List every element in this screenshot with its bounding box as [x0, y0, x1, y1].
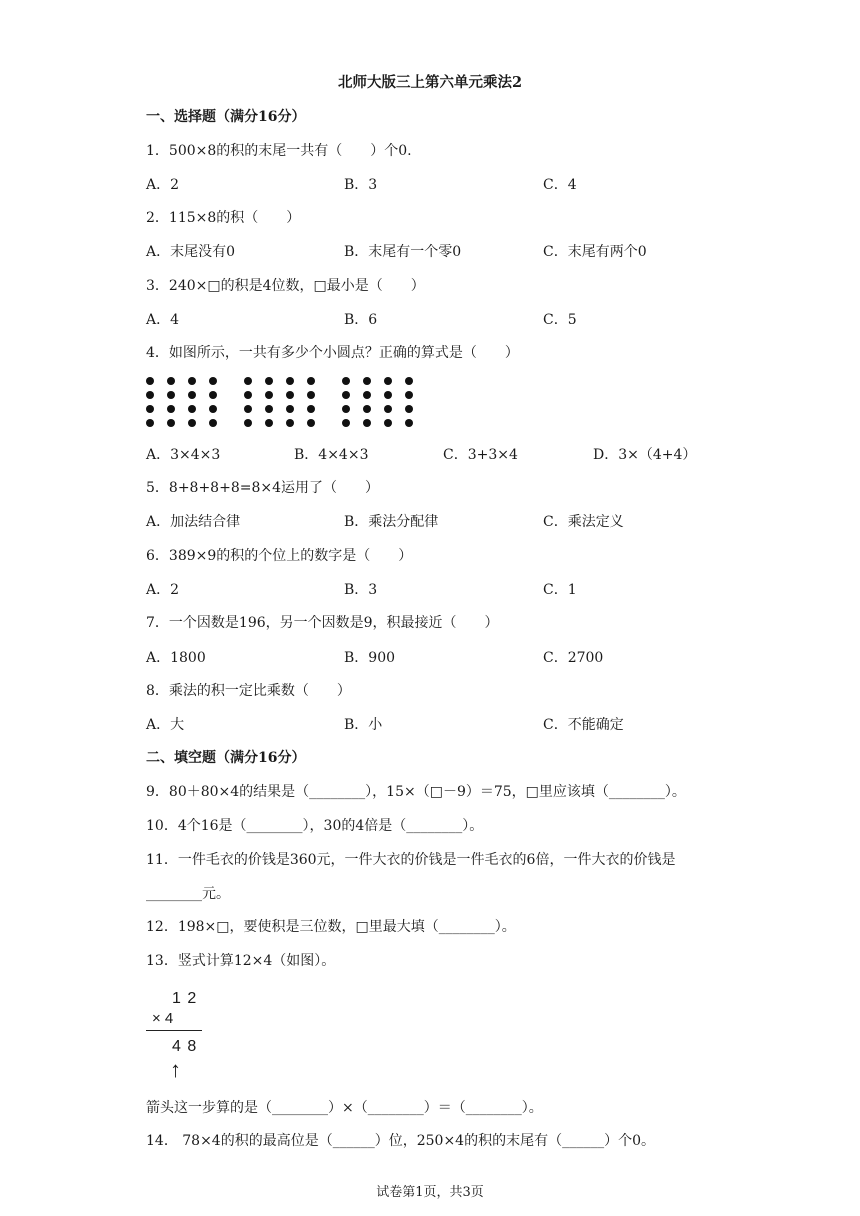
dot-figure [146, 377, 416, 429]
dot [167, 405, 175, 413]
dot [363, 391, 371, 399]
question-9: 9．80＋80×4的结果是（________），15×（□－9）＝75，□里应该填（________）。 [146, 784, 686, 800]
dot [342, 405, 350, 413]
dot [167, 377, 175, 385]
dot [244, 377, 252, 385]
dot [188, 405, 196, 413]
dot [167, 391, 175, 399]
dot [307, 391, 315, 399]
question-13: 13．竖式计算12×4（如图）。 [146, 953, 336, 969]
dot [265, 419, 273, 427]
dot [167, 419, 175, 427]
dot [265, 377, 273, 385]
question-5-option-c: C．乘法定义 [543, 514, 624, 530]
question-2-option-b: B．末尾有一个零0 [344, 244, 462, 260]
dot [146, 391, 154, 399]
dot [209, 377, 217, 385]
question-8-option-c: C．不能确定 [543, 717, 624, 733]
vertical-calculation-figure [146, 988, 206, 1084]
dot [244, 391, 252, 399]
question-3-stem: 3．240×□的积是4位数，□最小是（ ） [146, 278, 425, 294]
question-4-option-d: D．3×（4+4） [593, 447, 697, 463]
page-title: 北师大版三上第六单元乘法2 [337, 74, 523, 91]
question-1-option-c: C．4 [543, 177, 577, 193]
question-6-stem: 6．389×9的积的个位上的数字是（ ） [146, 548, 413, 564]
question-12: 12．198×□，要使积是三位数，□里最大填（________）。 [146, 919, 516, 935]
question-7-option-b: B．900 [344, 650, 396, 666]
question-6-option-c: C．1 [543, 582, 577, 598]
dot [405, 405, 413, 413]
question-8-stem: 8．乘法的积一定比乘数（ ） [146, 683, 351, 699]
question-4-option-b: B．4×4×3 [294, 447, 369, 463]
dot [363, 405, 371, 413]
question-7-option-a: A．1800 [146, 650, 206, 666]
calc-multiplier: × 4 [152, 1010, 174, 1027]
dot [244, 419, 252, 427]
dot [384, 377, 392, 385]
question-5-option-b: B．乘法分配律 [344, 514, 439, 530]
question-2-option-c: C．末尾有两个0 [543, 244, 647, 260]
question-11-line-1: 11．一件毛衣的价钱是360元，一件大衣的价钱是一件毛衣的6倍，一件大衣的价钱是 [146, 852, 676, 868]
dot [209, 405, 217, 413]
calc-multiplicand: 1 2 [172, 990, 198, 1007]
dot [188, 391, 196, 399]
dot [405, 377, 413, 385]
dot [286, 377, 294, 385]
dot [209, 419, 217, 427]
question-2-stem: 2．115×8的积（ ） [146, 210, 301, 226]
dot [342, 391, 350, 399]
question-11-line-2: ________元。 [146, 886, 230, 902]
page-footer: 试卷第1页，共3页 [376, 1185, 484, 1200]
section-heading-choice: 一、选择题（满分16分） [146, 109, 306, 125]
dot [307, 405, 315, 413]
dot [188, 419, 196, 427]
question-3-option-c: C．5 [543, 312, 577, 328]
question-6-option-b: B．3 [344, 582, 378, 598]
dot [384, 419, 392, 427]
dot [286, 391, 294, 399]
dot [146, 405, 154, 413]
dot [307, 419, 315, 427]
dot [286, 419, 294, 427]
dot [146, 377, 154, 385]
question-1-option-b: B．3 [344, 177, 378, 193]
dot [244, 405, 252, 413]
dot [265, 391, 273, 399]
question-10: 10．4个16是（________），30的4倍是（________）。 [146, 818, 484, 834]
dot [265, 405, 273, 413]
dot [384, 405, 392, 413]
question-5-option-a: A．加法结合律 [146, 514, 241, 530]
dot [342, 377, 350, 385]
dot [363, 377, 371, 385]
question-7-stem: 7．一个因数是196，另一个因数是9，积最接近（ ） [146, 615, 499, 631]
question-6-option-a: A．2 [146, 582, 180, 598]
dot [342, 419, 350, 427]
dot [286, 405, 294, 413]
calc-rule-line [146, 1030, 202, 1031]
dot [405, 391, 413, 399]
question-14: 14． 78×4的积的最高位是（______）位，250×4的积的末尾有（______）个0。 [146, 1133, 655, 1149]
question-13-answer: 箭头这一步算的是（________）×（________）＝（________）。 [146, 1100, 543, 1116]
question-3-option-b: B．6 [344, 312, 378, 328]
dot [405, 419, 413, 427]
dot [209, 391, 217, 399]
question-2-option-a: A．末尾没有0 [146, 244, 236, 260]
question-4-stem: 4．如图所示，一共有多少个小圆点？正确的算式是（ ） [146, 345, 519, 361]
dot [146, 419, 154, 427]
up-arrow-icon: ↑ [170, 1057, 181, 1082]
question-4-option-a: A．3×4×3 [146, 447, 221, 463]
question-8-option-b: B．小 [344, 717, 383, 733]
dot [363, 419, 371, 427]
dot [188, 377, 196, 385]
question-7-option-c: C．2700 [543, 650, 604, 666]
section-heading-fill: 二、填空题（满分16分） [146, 750, 306, 766]
question-3-option-a: A．4 [146, 312, 180, 328]
question-5-stem: 5．8+8+8+8=8×4运用了（ ） [146, 480, 380, 496]
question-4-option-c: C．3+3×4 [443, 447, 518, 463]
dot [384, 391, 392, 399]
question-1-stem: 1．500×8的积的末尾一共有（ ）个0. [146, 143, 412, 159]
dot [307, 377, 315, 385]
calc-product: 4 8 [172, 1038, 198, 1055]
question-1-option-a: A．2 [146, 177, 180, 193]
question-8-option-a: A．大 [146, 717, 185, 733]
